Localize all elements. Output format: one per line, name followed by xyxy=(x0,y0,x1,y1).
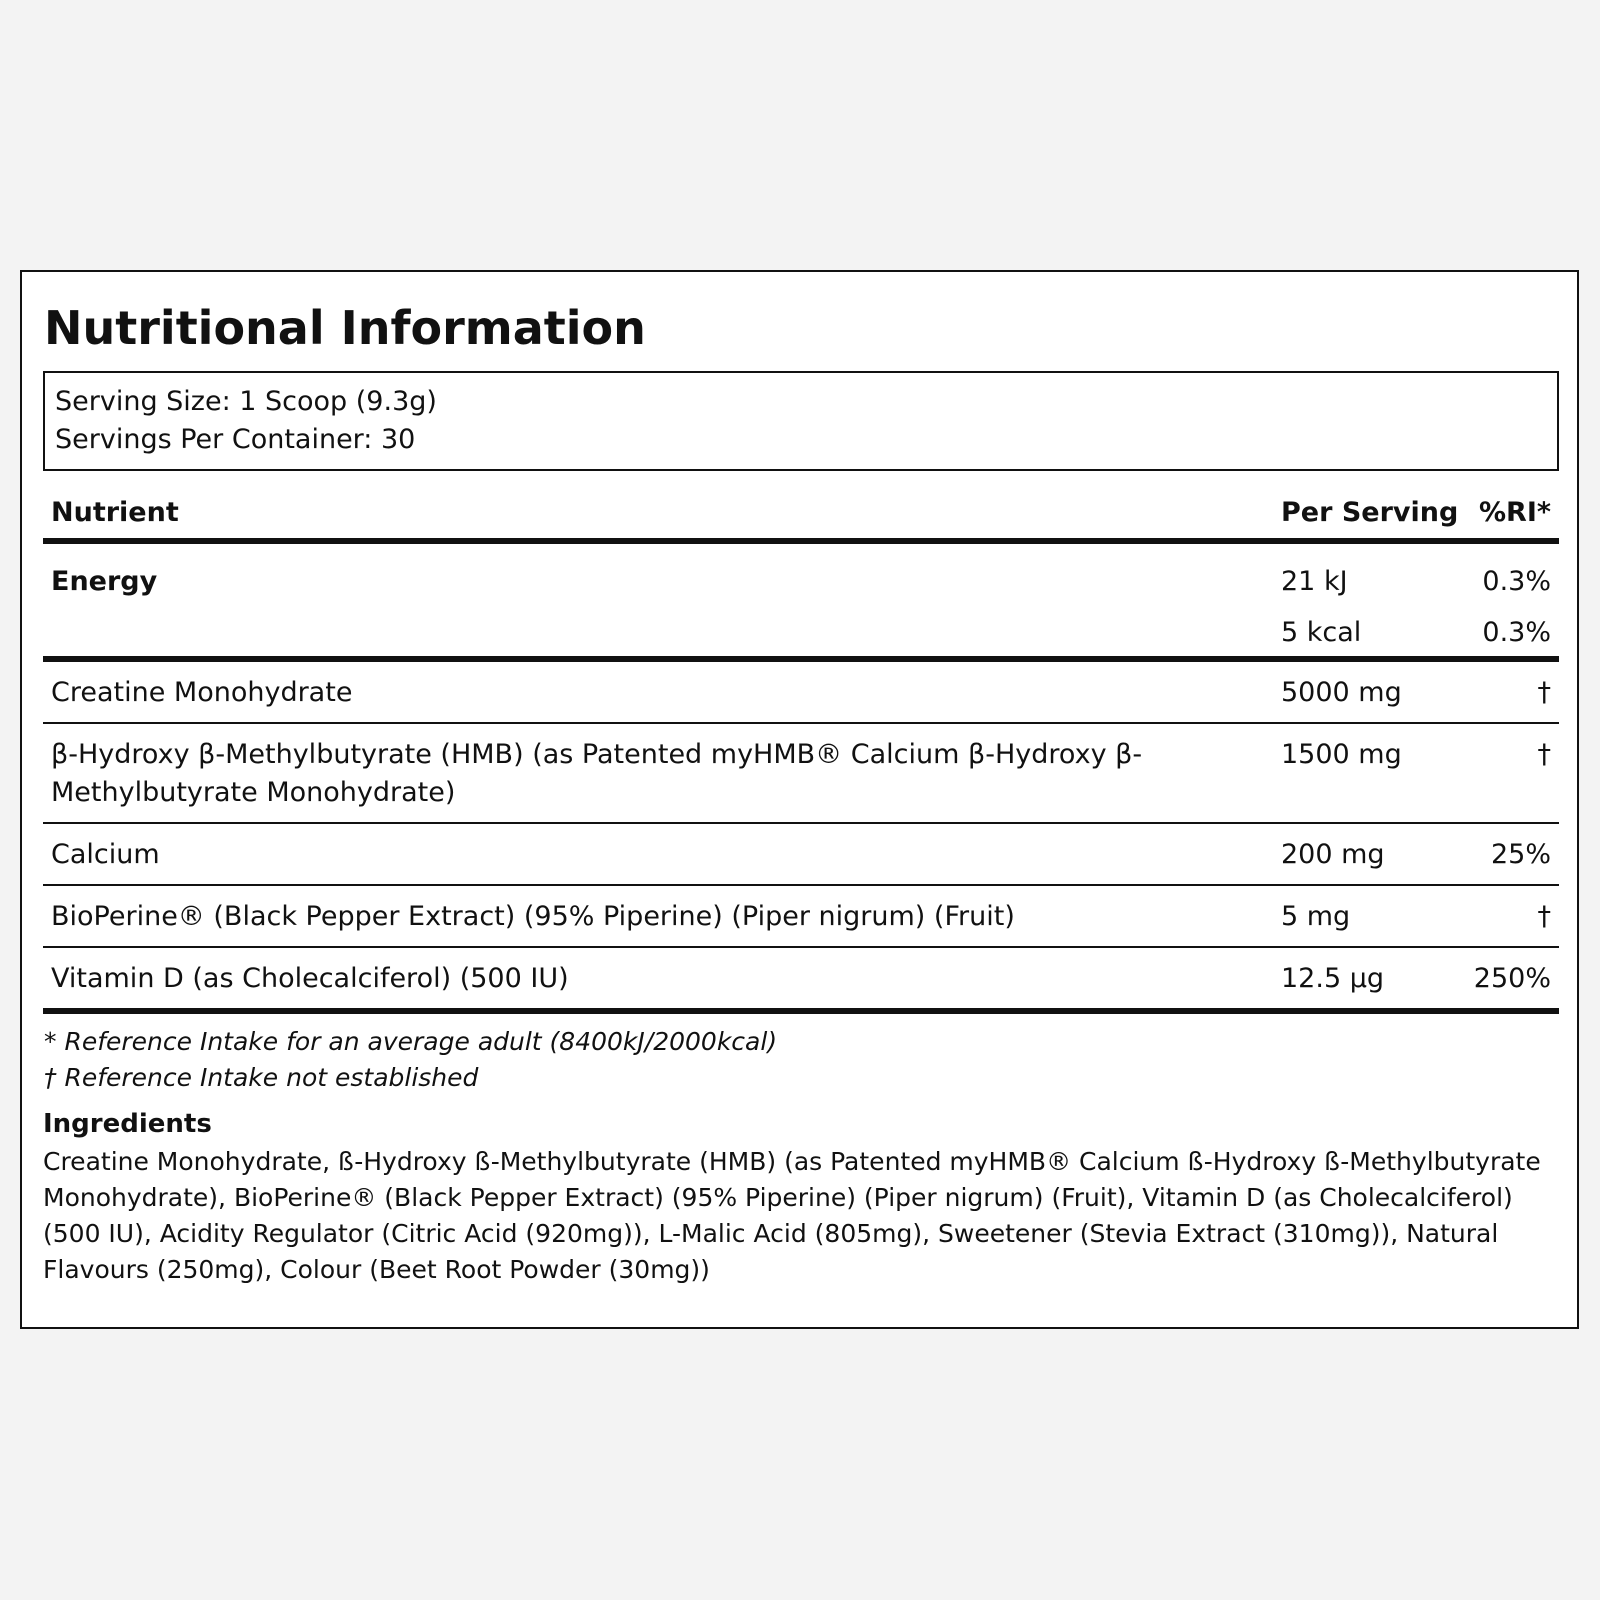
energy-label: Energy xyxy=(51,565,158,597)
nutrient-ri: † xyxy=(1537,739,1551,770)
footnote-reference-intake: * Reference Intake for an average adult (8400kJ/2000kcal) xyxy=(44,1027,778,1056)
header-ri: %RI* xyxy=(1478,496,1551,528)
energy-kcal-value: 5 kcal xyxy=(1281,616,1362,648)
energy-row-kj xyxy=(43,554,1559,608)
energy-kcal-ri: 0.3% xyxy=(1482,616,1551,648)
nutrient-ri: † xyxy=(1537,901,1551,932)
energy-row-kcal xyxy=(43,608,1559,662)
page-title: Nutritional Information xyxy=(44,301,646,355)
nutrient-name: Creatine Monohydrate xyxy=(51,677,353,708)
nutrient-name: β-Hydroxy β-Methylbutyrate (HMB) (as Patented myHMB® Calcium β-Hydroxy β-Methylbutyrate Monohydrate) xyxy=(51,739,1143,808)
nutrient-per-serving: 1500 mg xyxy=(1281,739,1402,770)
servings-per-container: Servings Per Container: 30 xyxy=(55,424,416,455)
table-row xyxy=(43,662,1559,724)
energy-kj-ri: 0.3% xyxy=(1482,565,1551,597)
nutrient-name: Vitamin D (as Cholecalciferol) (500 IU) xyxy=(51,963,569,994)
header-per-serving: Per Serving xyxy=(1281,496,1459,528)
serving-size: Serving Size: 1 Scoop (9.3g) xyxy=(55,386,437,417)
nutrition-panel xyxy=(20,270,1579,1329)
footnote-not-established: † Reference Intake not established xyxy=(44,1063,479,1092)
table-row xyxy=(43,886,1559,948)
nutrient-per-serving: 12.5 µg xyxy=(1281,963,1385,994)
nutrient-ri: † xyxy=(1537,677,1551,708)
nutrient-name: BioPerine® (Black Pepper Extract) (95% Piperine) (Piper nigrum) (Fruit) xyxy=(51,901,1015,932)
nutrient-ri: 25% xyxy=(1490,839,1551,870)
ingredients-text: Creatine Monohydrate, ß-Hydroxy ß-Methylbutyrate (HMB) (as Patented myHMB® Calcium ß-Hydroxy ß-Methylbutyrate Monohydrate), BioPerine® (Black Pepper Extract) (95% Piperine) (Piper nigrum) (Fruit), Vitamin D (as Cholecalciferol) (500 IU), Acidity Regulator (Citric Acid (920mg)), L-Malic Acid (805mg), Sweetener (Stevia Extract (310mg)), Natural Flavours (250mg), Colour (Beet Root Powder (30mg)) xyxy=(43,1147,1541,1284)
nutrient-per-serving: 200 mg xyxy=(1281,839,1385,870)
footnotes xyxy=(44,1024,777,1096)
header-nutrient: Nutrient xyxy=(51,496,179,528)
table-row xyxy=(43,948,1559,1014)
nutrient-name: Calcium xyxy=(51,839,160,870)
nutrient-per-serving: 5000 mg xyxy=(1281,677,1402,708)
nutrient-ri: 250% xyxy=(1473,963,1551,994)
table-row xyxy=(43,824,1559,886)
table-row xyxy=(43,724,1559,824)
table-header-row xyxy=(43,486,1559,544)
ingredients-heading: Ingredients xyxy=(43,1109,212,1139)
energy-kj-value: 21 kJ xyxy=(1281,565,1348,597)
nutrition-table xyxy=(43,486,1559,1014)
nutrient-per-serving: 5 mg xyxy=(1281,901,1351,932)
serving-info-box xyxy=(43,371,1559,471)
